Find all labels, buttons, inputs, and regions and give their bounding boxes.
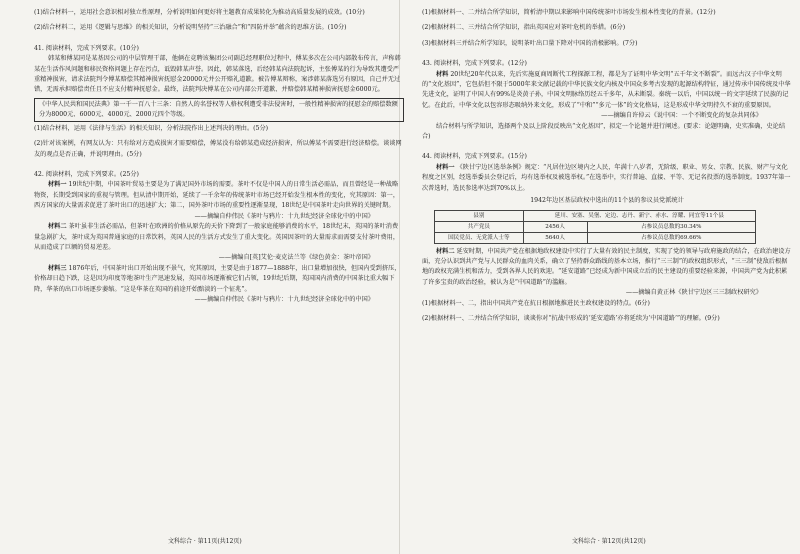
- q40-part2: (2)结合材料二，运用《逻辑与思维》的相关知识，分析说明坚持“三治融合”和“四防并举”蕴含的思维方法。(10分): [34, 24, 347, 32]
- q42-material1: [34, 180, 404, 211]
- table-cell: 占参议员总数的30.34%: [587, 221, 755, 232]
- q43-material-source: ——摘编自许倬云《说中国：一个不断变化的复杂共同体》: [601, 112, 762, 120]
- table-row: [435, 221, 756, 232]
- q42-material2-text: 茶叶虽非生活必需品，但茶叶在欧洲的价格从原先的天价下降到了一般家庭能够消费的水平，18世纪末，英国的茶叶消费量急剧扩大，茶叶成为英国普通家庭的日常饮料，英国人民的生活方式发生了重大变化。英国因茶叶的大量需求而需要支付茶叶费用，从而造成了巨额的贸易逆差。: [34, 223, 400, 251]
- q41-law-box: 《中华人民共和国民法典》第一千一百八十三条：自然人的名誉权等人格权利遭受非法侵害时，一般性精神损害的抚慰金的赔偿数额分为8000元、6000元、4000元、2000元四个等级。: [34, 98, 404, 122]
- q44-part1: (1)根据材料一、二，指出中国共产党在抗日根据地推进民主政权建设的特点。(6分): [422, 299, 650, 307]
- material-label: 材料二: [48, 223, 67, 231]
- q44-part2: (2)根据材料一、二并结合所学知识，谈谈你对“抗战中形成的‘延安道路’亦将延续为‘中国道路’”的理解。(9分): [422, 314, 720, 322]
- q43-task: 结合材料与所学知识，选择两个及以上阶段反映出“文化基因”，拟定一个论题并进行阐述。(要求：论题明确，史实准确，史论结合): [422, 122, 786, 141]
- material-label: 材料一: [436, 163, 455, 171]
- q40-part1: (1)结合材料一，运用社会意识相对独立性原理，分析说明如何更好将主题教育成果转化为推动高质量发展的成效。(10分): [34, 9, 365, 16]
- council-party-table: [434, 210, 756, 244]
- q42-heading: 42. 阅读材料，完成下列要求。(25分): [34, 171, 139, 179]
- q44-material1-text: 《陕甘宁边区选举条例》规定：“凡居住边区境内之人民，年满十八岁者，无阶级、职业、男女、宗教、民族、财产与文化程度之区别，经选举委员会登记后，均有选举权及被选举权。”在选举中，实行普遍、直接、平等、无记名投票的选举制度。1937年第一次普选时，选民参选率达到70%以上。: [422, 163, 791, 192]
- material-label: 材料二: [436, 247, 455, 255]
- q44-heading: 44. 阅读材料，完成下列要求。(15分): [422, 153, 527, 161]
- q42-part2: (2)根据材料二、三并结合所学知识，指出英国应对茶叶危机的举措。(6分): [422, 24, 626, 32]
- left-page-footer: 文科综合 · 第11页(共12页): [168, 538, 242, 545]
- table-title: 1942年边区基层政权中选出的11个县的参议员党派统计: [530, 197, 684, 205]
- q41-part1: (1)结合材料，运用《法律与生活》的相关知识，分析法院作出上述判决的理由。(5分): [34, 124, 269, 132]
- q44-material1: [422, 163, 792, 194]
- table-cell: 占参议员总数的69.66%: [587, 232, 755, 243]
- table-cell: 共产党员: [435, 221, 524, 232]
- q43-material-text: 20世纪20年代以来，先后实施夏商周断代工程探源工程，都是为了证明中华文明“五千年文不断裂”。而远古汉子中华文明的“文化基因”，它包括但不限于5000年来文献记载的中华民族文化内核及中国众多考古发现的起源结构特征，通过传承中国传统及中华先进文化，证明了中国人有99%是炎黄子孙，中国文明脉络历经五千多年，从未断裂。秦统一以后，中国以统一的文字延续了民族的记忆。在此后，中华文化以包容形态吸纳外来文化，形成了“中和”“多元一体”的文化格局，这是形成中华文明持久不衰的重要原因。: [422, 70, 791, 109]
- q43-material: [422, 70, 792, 112]
- right-page: [422, 8, 792, 548]
- material-label: 材料一: [48, 181, 67, 189]
- table-row: [435, 232, 756, 243]
- table-header-row: [435, 210, 756, 221]
- q42-material1-source: ——摘编自仲伟民《茶叶与鸦片：十九世纪经济全球化中的中国》: [194, 212, 374, 220]
- q42-material1-text: 19世纪中期，中国茶叶贸易主要是为了满足国外市场的需要。茶叶不仅是中国人的日常生活必需品，而且曾经是一种战略物资，长期受到国家的重视与管理。但从清中期开始，延续了一千余年的传统茶叶市场已经开始发生根本性的变化，究其原因：第一，西方国家的大量需求促进了茶叶出口的迅速扩大；第二，国外茶叶市场的重要性逐渐显现，18世纪是中国茶叶走向世界的关键时期。: [34, 181, 400, 210]
- left-page: [34, 8, 404, 548]
- table-cell: 5640人: [523, 232, 587, 243]
- q42-material3: [34, 264, 404, 295]
- q44-material2-text: 延安时期，中国共产党在根据地政权建设中实行了大量有效的民主制度，实现了党的领导与政府施政的结合，在政治建设方面，充分认识到共产党与人民群众的血肉关系，确立了坚持群众路线的基本立场，推行“三三制”的政权组织形式，“三三制”使敌后根据地的政权充满生机和活力，受到各界人民的欢迎。“延安道路”已经成为新中国成立后的民主建设的重要经验来源，中国共产党为此积累了许多宝贵的政治经验，被认为是“中国道路”的滥觞。: [422, 247, 791, 286]
- q42-material2: [34, 222, 404, 253]
- q41-heading: 41. 阅读材料，完成下列要求。(10分): [34, 44, 139, 52]
- table-cell: 国民党员、无党派人士等: [435, 232, 524, 243]
- table-header-cell: 县别: [435, 210, 524, 221]
- q41-material: 韩某和傅某同是某基因公司的中层管理干部，他俩在竞聘该集团公司副总经理职位过程中，傅某多次在公司内部散布传言，声称韩某在生活作风问题和移民资格问题上存在污点，诋毁韩某声誉。因此，韩某落选，后经韩某向法院起诉，主张傅某的行为导致其遭受严重精神损害，请求法院判令傅某赔偿其精神损害抚慰金20000元并公开赔礼道歉。被告傅某辩称，案涉韩某落选另有原因，自己并无过错，无需承担赔偿责任且不应支付精神抚慰金。最终，法院判决傅某在公司内部公开道歉、并赔偿韩某精神损害抚慰金6000元。: [34, 55, 401, 94]
- q42-part3: (3)根据材料三并结合所学知识，说明茶叶出口量下降对中国的消极影响。(7分): [422, 39, 638, 47]
- material-label: 材料: [436, 70, 449, 78]
- q42-material2-source: ——摘编自[英]艾伦·麦克法兰等《绿色黄金：茶叶帝国》: [218, 254, 374, 262]
- q42-material3-text: 1876年后，中国茶叶出口开始出现不景气，究其原因，主要是由于1877—1888年，出口量增加很快，但国内受到挤压，价格却日趋下跌，这是因为印度等地茶叶生产迅速发展，英国市场逐渐被它们占领，19世纪后期，英国国内消费的中国茶比重大幅下降，华茶的出口市场逐步萎缩。“这是华茶在英国的前途开始黯淡的一个征兆”。: [34, 264, 401, 293]
- table-cell: 2456人: [523, 221, 587, 232]
- q43-heading: 43. 阅读材料，完成下列要求。(12分): [422, 60, 527, 68]
- material-label: 材料三: [48, 264, 67, 272]
- q41-part2: (2)针对该案例，有网友认为：只有给对方造成损害才需要赔偿，傅某没有给韩某造成经济损害，所以傅某不需要进行经济赔偿。谈谈网友的观点是否正确，并说明理由。(5分): [34, 140, 402, 158]
- q42-material3-source: ——摘编自仲伟民《茶叶与鸦片：十九世纪经济全球化中的中国》: [194, 295, 374, 303]
- q44-material2-source: ——摘编自黄正林《陕甘宁边区三三制政权研究》: [625, 289, 762, 297]
- q44-material2: [422, 247, 792, 289]
- table-header-cell: 延川、安塞、吴堡、定边、志丹、新宁、赤水、淳耀、同宜等11个县: [523, 210, 755, 221]
- q42-part1: (1)根据材料一、二并结合所学知识，简析清中期以来影响中国传统茶叶市场发生根本性变化的背景。(12分): [422, 9, 716, 16]
- right-page-footer: 文科综合 · 第12页(共12页): [572, 538, 646, 545]
